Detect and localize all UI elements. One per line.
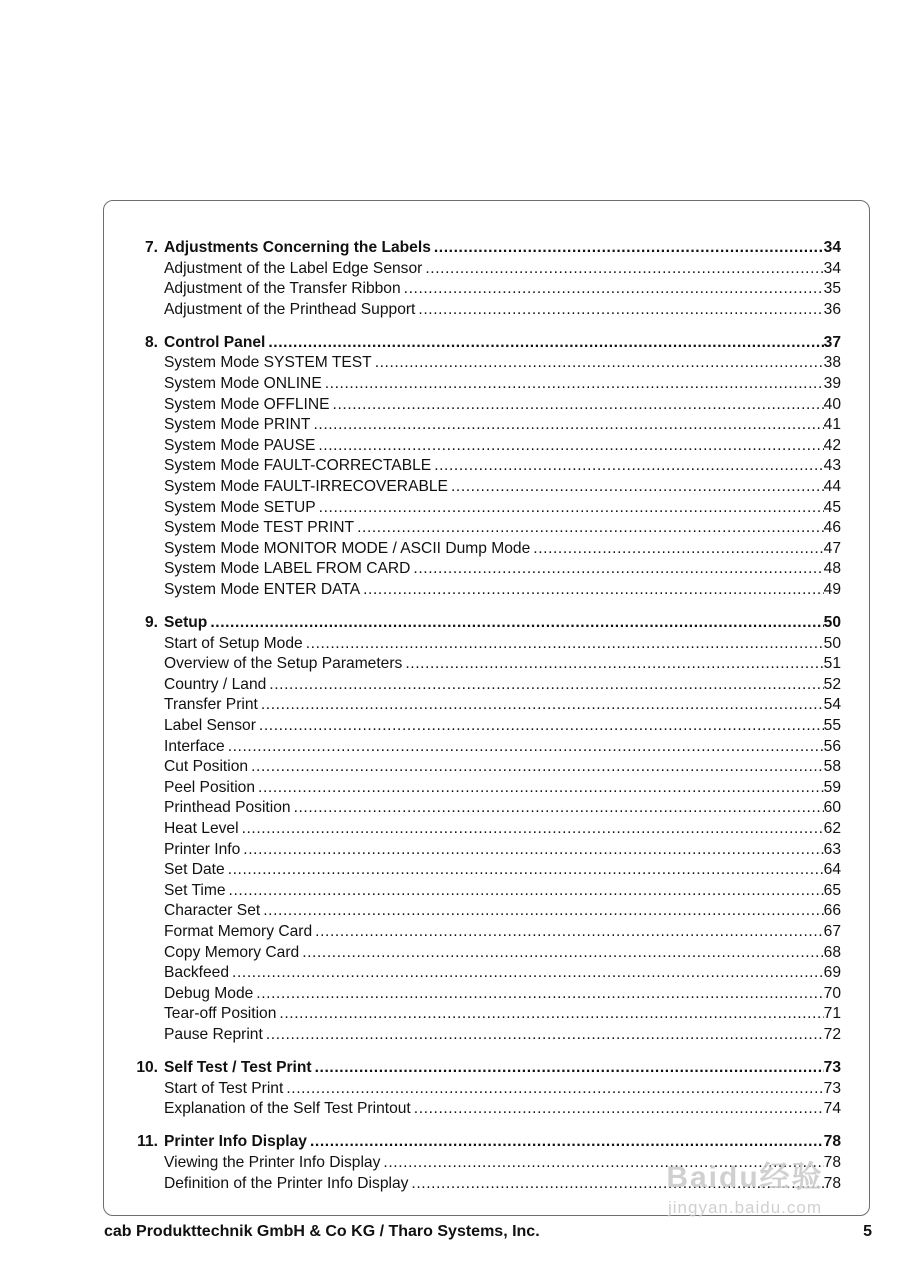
entry-page: 52 — [823, 675, 841, 693]
toc-entry[interactable] — [164, 716, 841, 737]
dot-leader — [372, 353, 824, 374]
toc-entry[interactable] — [164, 984, 841, 1005]
dot-leader — [315, 436, 823, 457]
entry-page: 50 — [823, 634, 841, 652]
entry-title: Cut Position — [164, 758, 249, 776]
toc-entry[interactable] — [164, 654, 841, 675]
dot-leader — [240, 840, 823, 861]
toc-entry[interactable] — [164, 300, 841, 321]
entry-title: Format Memory Card — [164, 923, 313, 940]
entry-page: 65 — [823, 881, 841, 899]
entry-page: 78 — [823, 1174, 841, 1192]
entry-page: 69 — [823, 964, 841, 982]
toc-section — [0, 238, 903, 320]
entry-title: Adjustment of the Transfer Ribbon — [164, 280, 401, 298]
entry-title: Overview of the Setup Parameters — [164, 655, 403, 673]
dot-leader — [260, 901, 823, 922]
toc-entry[interactable] — [164, 778, 841, 799]
toc-entry[interactable] — [164, 559, 841, 580]
section-number: 11. — [137, 1133, 158, 1151]
toc-entry[interactable] — [164, 943, 841, 964]
entry-page: 72 — [823, 1025, 841, 1043]
toc-section-heading[interactable] — [144, 613, 841, 634]
entry-title: Viewing the Printer Info Display — [164, 1153, 381, 1171]
toc-entry[interactable] — [164, 374, 841, 395]
dot-leader — [307, 1132, 824, 1153]
entry-title: System Mode ENTER DATA — [164, 581, 361, 598]
dot-leader — [310, 415, 823, 436]
section-title: Self Test / Test Print — [164, 1059, 312, 1077]
entry-page: 44 — [823, 478, 841, 496]
toc-entry[interactable] — [164, 1174, 841, 1195]
dot-leader — [330, 395, 824, 416]
toc-entry[interactable] — [164, 695, 841, 716]
toc-entry[interactable] — [164, 922, 841, 943]
toc-entry[interactable] — [164, 1153, 841, 1174]
toc-entry[interactable] — [164, 259, 841, 280]
toc-entry[interactable] — [164, 456, 841, 477]
entry-page: 70 — [823, 984, 841, 1002]
entry-title: Character Set — [164, 902, 261, 920]
entry-page: 55 — [823, 717, 841, 735]
dot-leader — [410, 559, 823, 580]
toc-entry[interactable] — [164, 518, 841, 539]
dot-leader — [255, 778, 824, 799]
entry-page: 71 — [823, 1005, 841, 1023]
dot-leader — [299, 943, 823, 964]
watermark-logo: Baidu经验 — [666, 1161, 824, 1194]
entry-page: 38 — [823, 354, 841, 372]
entry-page: 54 — [823, 696, 841, 714]
section-number: 10. — [136, 1059, 158, 1077]
dot-leader — [448, 477, 824, 498]
entry-title: Start of Setup Mode — [164, 634, 303, 652]
toc-section-heading[interactable] — [144, 238, 841, 259]
toc-entry[interactable] — [164, 860, 841, 881]
toc-entry[interactable] — [164, 1099, 841, 1120]
entry-title: Debug Mode — [164, 984, 254, 1002]
entry-title: Pause Reprint — [164, 1025, 263, 1043]
dot-leader — [322, 374, 824, 395]
entry-page: 73 — [823, 1079, 841, 1097]
section-page: 34 — [823, 239, 841, 256]
entry-page: 58 — [823, 758, 841, 776]
dot-leader — [265, 333, 823, 354]
section-title: Printer Info Display — [164, 1133, 307, 1151]
entry-title: Backfeed — [164, 964, 230, 982]
entry-page: 36 — [823, 300, 841, 318]
entry-title: System Mode SYSTEM TEST — [164, 354, 372, 372]
entry-page: 35 — [823, 280, 841, 298]
entry-title: System Mode SETUP — [164, 498, 316, 516]
section-number: 8. — [144, 333, 158, 351]
dot-leader — [401, 279, 824, 300]
footer-company: cab Produkttechnik GmbH & Co KG / Tharo Systems, Inc. — [104, 1223, 540, 1240]
toc-entry[interactable] — [164, 798, 841, 819]
section-title: Setup — [164, 614, 208, 632]
section-page: 50 — [823, 614, 841, 632]
entry-title: Adjustment of the Printhead Support — [164, 300, 416, 318]
entry-title: Label Sensor — [164, 717, 256, 735]
entry-page: 59 — [823, 778, 841, 796]
entry-page: 62 — [823, 820, 841, 838]
entry-page: 49 — [823, 581, 841, 598]
section-page: 37 — [823, 333, 841, 351]
entry-title: Printhead Position — [164, 799, 291, 817]
dot-leader — [431, 238, 824, 259]
entry-page: 67 — [823, 923, 841, 940]
toc-section — [0, 333, 903, 601]
section-page: 73 — [823, 1059, 841, 1077]
entry-title: Adjustment of the Label Edge Sensor — [164, 259, 423, 277]
section-title: Control Panel — [164, 333, 266, 351]
toc-entry[interactable] — [164, 436, 841, 457]
dot-leader — [360, 580, 824, 601]
entry-title: System Mode FAULT-IRRECOVERABLE — [164, 478, 448, 496]
toc-section — [0, 1058, 903, 1120]
entry-title: System Mode ONLINE — [164, 375, 322, 393]
entry-title: System Mode PAUSE — [164, 436, 316, 454]
section-number: 7. — [144, 239, 158, 256]
toc-section-heading[interactable] — [144, 333, 841, 354]
entry-title: Explanation of the Self Test Printout — [164, 1100, 411, 1118]
entry-page: 41 — [823, 416, 841, 434]
entry-page: 68 — [823, 943, 841, 961]
entry-title: Copy Memory Card — [164, 943, 300, 961]
toc-section — [0, 613, 903, 1045]
entry-title: Printer Info — [164, 840, 241, 858]
entry-title: Transfer Print — [164, 696, 258, 714]
page-footer — [104, 1223, 872, 1241]
dot-leader — [411, 1099, 824, 1120]
toc-entry[interactable] — [164, 819, 841, 840]
toc-entry[interactable] — [164, 395, 841, 416]
toc-section-heading[interactable] — [137, 1132, 841, 1153]
toc-entry[interactable] — [164, 901, 841, 922]
entry-page: 51 — [823, 655, 841, 673]
dot-leader — [530, 539, 823, 560]
dot-leader — [263, 1025, 824, 1046]
entry-page: 46 — [823, 519, 841, 537]
footer-page-number: 5 — [863, 1223, 872, 1240]
dot-leader — [239, 819, 824, 840]
entry-page: 39 — [823, 375, 841, 393]
toc-entry[interactable] — [164, 1079, 841, 1100]
dot-leader — [276, 1004, 823, 1025]
dot-leader — [207, 613, 823, 634]
entry-title: Start of Test Print — [164, 1079, 284, 1097]
dot-leader — [225, 860, 824, 881]
section-title: Adjustments Concerning the Labels — [164, 239, 431, 256]
dot-leader — [266, 675, 823, 696]
dot-leader — [422, 259, 823, 280]
entry-page: 48 — [823, 560, 841, 578]
toc-entry[interactable] — [164, 1004, 841, 1025]
dot-leader — [380, 1153, 823, 1174]
dot-leader — [256, 716, 824, 737]
toc-entry[interactable] — [164, 353, 841, 374]
toc-section — [0, 1132, 903, 1194]
entry-page: 78 — [823, 1153, 841, 1171]
toc-entry[interactable] — [164, 840, 841, 861]
entry-page: 45 — [823, 498, 841, 516]
toc-entry[interactable] — [164, 737, 841, 758]
toc-entry[interactable] — [164, 675, 841, 696]
toc-entry[interactable] — [164, 415, 841, 436]
dot-leader — [408, 1174, 823, 1195]
section-number: 9. — [144, 614, 158, 632]
dot-leader — [291, 798, 824, 819]
entry-title: System Mode PRINT — [164, 416, 311, 434]
dot-leader — [253, 984, 823, 1005]
dot-leader — [248, 757, 824, 778]
dot-leader — [225, 737, 824, 758]
entry-page: 63 — [823, 840, 841, 858]
toc-entry[interactable] — [164, 279, 841, 300]
toc-entry[interactable] — [164, 1025, 841, 1046]
entry-title: System Mode TEST PRINT — [164, 519, 355, 537]
toc-entry[interactable] — [164, 539, 841, 560]
toc-entry[interactable] — [164, 757, 841, 778]
entry-title: Set Time — [164, 881, 226, 899]
entry-title: System Mode OFFLINE — [164, 395, 330, 413]
section-page: 78 — [823, 1133, 841, 1151]
entry-title: System Mode FAULT-CORRECTABLE — [164, 457, 432, 475]
entry-title: Tear-off Position — [164, 1005, 277, 1023]
toc-entry[interactable] — [164, 498, 841, 519]
dot-leader — [312, 1058, 824, 1079]
toc-entry[interactable] — [164, 477, 841, 498]
entry-page: 74 — [823, 1100, 841, 1118]
entry-page: 34 — [823, 259, 841, 277]
dot-leader — [312, 922, 823, 943]
entry-page: 43 — [823, 457, 841, 475]
dot-leader — [316, 498, 824, 519]
entry-title: System Mode LABEL FROM CARD — [164, 560, 411, 578]
entry-title: Heat Level — [164, 820, 239, 838]
entry-page: 42 — [823, 436, 841, 454]
watermark-url: jingyan.baidu.com — [667, 1198, 823, 1217]
entry-page: 47 — [823, 539, 841, 557]
entry-title: Interface — [164, 737, 225, 755]
table-of-contents — [0, 238, 903, 1207]
entry-page: 64 — [823, 861, 841, 879]
toc-entry[interactable] — [164, 963, 841, 984]
entry-title: Set Date — [164, 861, 225, 879]
dot-leader — [258, 695, 824, 716]
dot-leader — [402, 654, 823, 675]
entry-page: 56 — [823, 737, 841, 755]
entry-title: Peel Position — [164, 778, 256, 796]
entry-page: 66 — [823, 902, 841, 920]
dot-leader — [283, 1079, 823, 1100]
entry-page: 40 — [823, 395, 841, 413]
dot-leader — [431, 456, 823, 477]
dot-leader — [354, 518, 824, 539]
toc-section-heading[interactable] — [136, 1058, 841, 1079]
toc-entry[interactable] — [164, 634, 841, 655]
dot-leader — [229, 963, 824, 984]
toc-entry[interactable] — [164, 580, 841, 601]
dot-leader — [415, 300, 823, 321]
entry-title: System Mode MONITOR MODE / ASCII Dump Mode — [164, 539, 531, 557]
dot-leader — [303, 634, 824, 655]
toc-entry[interactable] — [164, 881, 841, 902]
entry-title: Definition of the Printer Info Display — [164, 1174, 409, 1192]
dot-leader — [226, 881, 824, 902]
entry-page: 60 — [823, 799, 841, 817]
entry-title: Country / Land — [164, 675, 267, 693]
